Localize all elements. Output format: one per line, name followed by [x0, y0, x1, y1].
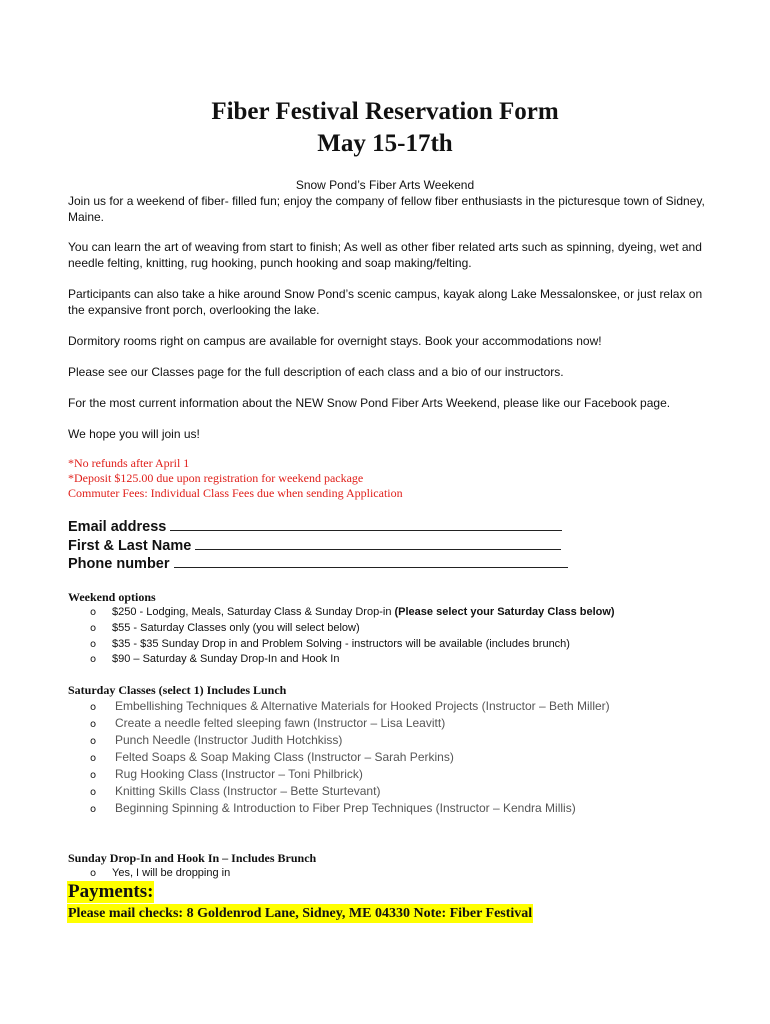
intro-paragraph-1: Join us for a weekend of fiber- filled fun; enjoy the company of fellow fiber enthusiasts in the picturesque town of Sidney, Maine.: [68, 194, 705, 224]
option-bullet-icon: o: [90, 868, 97, 879]
option-bullet-icon: o: [90, 804, 97, 815]
option-bullet-icon: o: [90, 607, 97, 618]
weekend-option-35[interactable]: o $35 - $35 Sunday Drop in and Problem Solving - instructors will be available (includes brunch): [90, 638, 570, 650]
option-bullet-icon: o: [90, 623, 97, 634]
weekend-option-90[interactable]: o $90 – Saturday & Sunday Drop-In and Hook In: [90, 653, 340, 665]
sunday-heading: Sunday Drop-In and Hook In – Includes Brunch: [68, 851, 317, 865]
option-bullet-icon: o: [90, 639, 97, 650]
notice-commuter-fees: Commuter Fees: Individual Class Fees due when sending Application: [68, 486, 403, 500]
option-bullet-icon: o: [90, 787, 97, 798]
form-subtitle: Snow Pond’s Fiber Arts Weekend: [295, 178, 475, 192]
intro-paragraph-6: For the most current information about the NEW Snow Pond Fiber Arts Weekend, please like our Facebook page.: [68, 396, 671, 410]
phone-label: Phone number: [68, 556, 170, 572]
option-bullet-icon: o: [90, 702, 97, 713]
intro-paragraph-4: Dormitory rooms right on campus are available for overnight stays. Book your accommodations now!: [68, 334, 602, 348]
name-input-line[interactable]: [195, 535, 561, 550]
intro-paragraph-5: Please see our Classes page for the full description of each class and a bio of our instructors.: [68, 365, 564, 379]
weekend-option-250[interactable]: o $250 - Lodging, Meals, Saturday Class & Sunday Drop-in (Please select your Saturday Class below): [90, 606, 615, 618]
form-dates: May 15-17th: [317, 130, 453, 157]
saturday-class-item[interactable]: o Embellishing Techniques & Alternative Materials for Hooked Projects (Instructor – Beth Miller): [90, 698, 610, 716]
weekend-options-heading: Weekend options: [68, 590, 156, 604]
form-title: Fiber Festival Reservation Form: [211, 98, 559, 125]
name-label: First & Last Name: [68, 538, 192, 554]
option-bullet-icon: o: [90, 753, 97, 764]
phone-input-line[interactable]: [174, 553, 568, 568]
option-bullet-icon: o: [90, 770, 97, 781]
saturday-class-item[interactable]: o Create a needle felted sleeping fawn (Instructor – Lisa Leavitt): [90, 715, 445, 733]
email-field[interactable]: [68, 516, 588, 536]
option-bullet-icon: o: [90, 736, 97, 747]
saturday-class-item[interactable]: o Beginning Spinning & Introduction to Fiber Prep Techniques (Instructor – Kendra Millis): [90, 800, 576, 818]
payments-heading: Payments:: [68, 881, 154, 902]
saturday-class-item[interactable]: o Felted Soaps & Soap Making Class (Instructor – Sarah Perkins): [90, 749, 454, 767]
notice-deposit: *Deposit $125.00 due upon registration for weekend package: [68, 471, 364, 485]
intro-paragraph-3: Participants can also take a hike around Snow Pond’s scenic campus, kayak along Lake Messalonskee, or just relax on the expansive front porch, overlooking the lake.: [68, 287, 703, 317]
saturday-class-item[interactable]: o Rug Hooking Class (Instructor – Toni Philbrick): [90, 766, 363, 784]
weekend-option-55[interactable]: o $55 - Saturday Classes only (you will select below): [90, 622, 360, 634]
phone-field[interactable]: [68, 553, 588, 573]
email-input-line[interactable]: [170, 516, 562, 531]
saturday-class-item[interactable]: o Knitting Skills Class (Instructor – Bette Sturtevant): [90, 783, 380, 801]
notice-no-refunds: *No refunds after April 1: [68, 456, 190, 470]
sunday-drop-in-option[interactable]: o Yes, I will be dropping in: [90, 867, 231, 879]
saturday-classes-heading: Saturday Classes (select 1) Includes Lunch: [68, 683, 287, 697]
email-label: Email address: [68, 519, 167, 535]
option-bullet-icon: o: [90, 654, 97, 665]
option-bullet-icon: o: [90, 719, 97, 730]
name-field[interactable]: [68, 535, 588, 555]
intro-paragraph-2: You can learn the art of weaving from start to finish; As well as other fiber related arts such as spinning, dyeing, wet and needle felting, knitting, rug hooking, punch hooking and soap making/felting.: [68, 240, 702, 270]
payments-mailing-address: Please mail checks: 8 Goldenrod Lane, Sidney, ME 04330 Note: Fiber Festival: [68, 906, 533, 921]
saturday-class-item[interactable]: o Punch Needle (Instructor Judith Hotchkiss): [90, 732, 342, 750]
intro-paragraph-7: We hope you will join us!: [68, 427, 200, 441]
